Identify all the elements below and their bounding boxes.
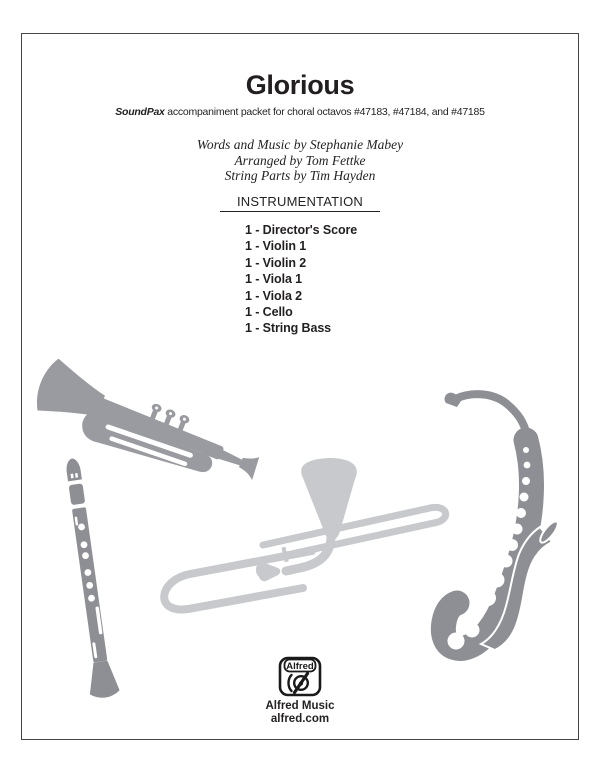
subtitle [0,106,600,118]
publisher-name: Alfred Music [265,700,335,712]
website-url: alfred.com [270,713,330,725]
soundpax-brand: SoundPax [115,106,165,118]
trombone-icon [164,458,445,610]
saxophone-icon [443,393,560,650]
instrumentation-item: 1 - Viola 1 [245,272,303,287]
instrumentation-item: 1 - Viola 2 [245,288,303,303]
credits [0,137,600,184]
clarinet-icon [57,457,120,700]
instrumentation-item: 1 - Director's Score [245,223,358,237]
trumpet-icon [28,356,267,502]
alfred-logo [278,656,322,698]
instrumentation-item: 1 - Violin 1 [245,239,307,254]
instrumentation-item: 1 - Violin 2 [245,255,307,270]
credit-line-string-parts: String Parts by Tim Hayden [224,168,376,183]
credit-line-arranger: Arranged by Tom Fettke [234,152,366,168]
credit-line-words-music: Words and Music by Stephanie Mabey [196,137,404,152]
instrumentation-item: 1 - String Bass [245,321,332,336]
subtitle-text: accompaniment packet for choral octavos #47183, #47184, and #47185 [167,106,485,118]
instrumentation-item: 1 - Cello [245,305,293,320]
alfred-logo-text: Alfred [286,661,314,672]
page-title: Glorious [245,70,355,100]
instrumentation-heading: INSTRUMENTATION [236,194,363,209]
instrumentation-list [245,222,357,337]
instrumentation-underline [220,211,380,212]
